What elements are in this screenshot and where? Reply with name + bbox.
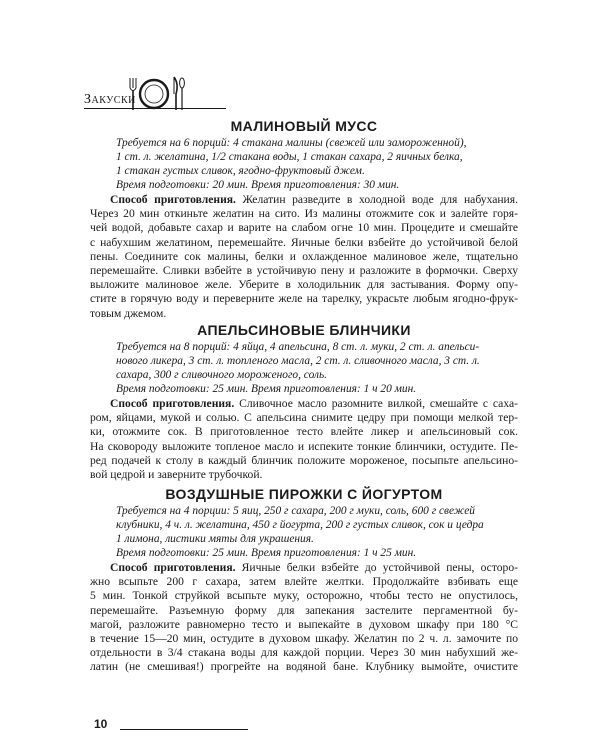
recipe-method (90, 561, 518, 675)
ingredients-line: Требуется на 8 порций: 4 яйца, 4 апельсина, 8 ст. л. муки, 2 ст. л. апельси- (116, 341, 480, 353)
recipe-method (90, 397, 518, 482)
recipe-method (90, 193, 518, 321)
method-line: жно всыпьте 200 г сахара, затем влейте желтки. Продолжайте взбивать еще (90, 575, 518, 589)
recipe-title: АПЕЛЬСИНОВЫЕ БЛИНЧИКИ (197, 322, 411, 338)
method-label: Способ приготовления. (110, 193, 236, 206)
ingredients-line: 1 стакан густых сливок, ягодно-фруктовый джем. (116, 165, 365, 177)
method-line: ки, отожмите сок. В приготовленное тесто влейте ликер и апельсиновый сок. (90, 425, 518, 439)
ingredients-line: сахара, 300 г сливочного мороженого, соль. (116, 369, 327, 381)
method-line: На сковороду выложите топленое масло и испеките тонкие блинчики, остудите. Пе- (90, 439, 518, 453)
method-line: 5 мин. Тонкой струйкой всыпьте муку, осторожно, чтобы тесто не опустилось, (90, 589, 518, 603)
method-line: ред подачей к столу в каждый блинчик положите мороженое, посыпьте апельсино- (90, 453, 518, 467)
method-label: Способ приготовления. (110, 561, 236, 574)
footer-rule (120, 729, 248, 730)
method-line: магой, разложите равномерно тесто и выпекайте в духовом шкафу при 180 °С (90, 617, 518, 631)
ingredients-line: 1 лимона, листики мяты для украшения. (116, 533, 314, 545)
ingredients-line: Требуется на 6 порций: 4 стакана малины (свежей или замороженной), (116, 137, 467, 149)
ingredients-line: нового ликера, 3 ст. л. топленого масла, 2 ст. л. сливочного масла, 3 ст. л. (116, 355, 480, 367)
ingredients-line: клубники, 4 ч. л. желатина, 450 г йогурта, 200 г густых сливок, сок и цедра (116, 519, 484, 531)
method-line: стите в горячую воду и переверните желе на тарелку, украсьте любым ягодно-фрук- (90, 292, 518, 306)
method-line: товым джемом. (90, 306, 167, 320)
time-line: Время подготовки: 25 мин. Время приготовления: 1 ч 25 мин. (116, 547, 417, 559)
method-line: с набухшим желатином, перемешайте. Яичные белки взбейте до устойчивой белой (90, 235, 518, 249)
method-line: Способ приготовления. Желатин разведите в холодной воде для набухания. (110, 193, 518, 206)
method-line: отдельности в 3/4 стакана воды для каждой порции. Через 30 мин набухший же- (90, 646, 518, 660)
method-line: чей водой, добавьте сахар и варите на слабом огне 10 мин. Процедите и смешайте (90, 221, 518, 235)
recipe-orange-pancakes (90, 322, 518, 482)
section-label: Закуски (84, 92, 136, 107)
recipe-title: МАЛИНОВЫЙ МУСС (230, 118, 378, 134)
method-line: перемешайте. Разъемную форму для запекания застелите пергаментной бу- (90, 603, 518, 617)
time-line: Время подготовки: 25 мин. Время приготовления: 1 ч 20 мин. (116, 383, 417, 395)
recipe-ingredients (116, 504, 518, 560)
method-line: в течение 15—20 мин, остудите в духовом шкафу. Желатин по 2 ч. л. замочите по (90, 632, 518, 646)
header-rule (84, 108, 226, 109)
recipe-yogurt-pies (90, 486, 518, 675)
recipe-raspberry-mousse (90, 118, 518, 321)
time-line: Время подготовки: 20 мин. Время приготовления: 30 мин. (116, 179, 400, 191)
recipe-ingredients (116, 340, 518, 396)
page-number: 10 (94, 717, 108, 731)
ingredients-line: 1 ст. л. желатина, 1/2 стакана воды, 1 стакан сахара, 2 яичных белка, (116, 151, 463, 163)
method-line: Способ приготовления. Сливочное масло разомните вилкой, смешайте с саха- (110, 397, 518, 410)
method-line: Способ приготовления. Яичные белки взбейте до устойчивой пены, осторо- (110, 561, 518, 574)
ingredients-line: Требуется на 4 порции: 5 яиц, 250 г сахара, 200 г муки, соль, 600 г свежей (116, 505, 475, 517)
recipe-title: ВОЗДУШНЫЕ ПИРОЖКИ С ЙОГУРТОМ (165, 486, 443, 502)
method-line: вой цедрой и заверните трубочкой. (90, 468, 263, 482)
method-line: выложите малиновое желе. Уберите в холодильник для застывания. Форму опу- (90, 278, 518, 292)
method-line: латин (не смешивая!) прогрейте на водяной бане. Клубнику вымойте, очистите (90, 660, 518, 674)
cutlery-icon (124, 74, 186, 112)
method-line: перемешайте. Сливки взбейте в устойчивую пену и разложите в формочки. Сверху (90, 264, 518, 278)
recipe-ingredients (116, 136, 518, 192)
section-header (84, 72, 234, 116)
method-line: ром, яйцами, мукой и солью. С апельсина снимите цедру при помощи мелкой тер- (90, 411, 518, 425)
method-label: Способ приготовления. (110, 397, 235, 410)
method-line: Через 20 мин откиньте желатин на сито. Из малины отожмите сок и залейте горя- (90, 207, 518, 221)
method-line: пены. Соедините сок малины, белки и охлажденное малиновое желе, тщательно (90, 249, 518, 263)
